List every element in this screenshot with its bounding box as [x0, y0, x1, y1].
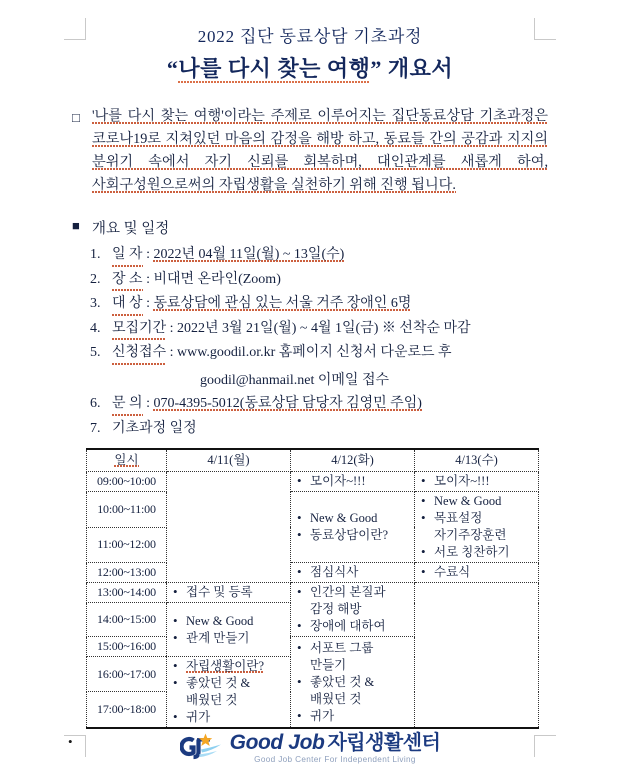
cell-day2-0900: • 모이자~!!!	[291, 472, 415, 492]
list-item-value: www.goodil.or.kr 홈페이지 신청서 다운로드 후	[177, 345, 452, 360]
cell-day3-1200: • 수료식	[415, 563, 539, 583]
list-item-number: 5.	[90, 345, 101, 360]
list-item-separator: :	[169, 345, 174, 360]
cell-day1-1600-1800: • 자립생활이란? • 좋았던 것 & 배웠던 것 • 귀가	[167, 657, 291, 729]
list-item-separator: :	[146, 296, 150, 311]
list-item-number: 1.	[90, 247, 101, 262]
square-bullet-icon: ■	[72, 218, 80, 233]
list-item	[72, 293, 548, 317]
cell-day3-1000-1200: • New & Good • 목표설정 자기주장훈련 • 서로 칭찬하기	[415, 492, 539, 563]
time-label: 09:00~10:00	[87, 472, 167, 492]
cell-day3-0900: • 모이자~!!!	[415, 472, 539, 492]
table-row	[87, 563, 539, 583]
list-item-separator: :	[146, 247, 150, 262]
overview-heading	[72, 217, 548, 238]
list-item-number: 7.	[90, 420, 101, 436]
cell-day3-afternoon	[415, 583, 539, 729]
overview-list-continued	[72, 393, 548, 440]
table-row	[87, 583, 539, 603]
document-subtitle: 2022 집단 동료상담 기초과정	[197, 27, 423, 46]
list-item-separator: :	[146, 271, 150, 287]
logo-wordmark	[230, 732, 441, 764]
logo-wordmark-main	[230, 732, 441, 753]
list-item-value: 070-4395-5012(동료상담 담당자 김영민 주임)	[153, 396, 422, 411]
footer-logo	[0, 732, 620, 764]
intro-text: '나를 다시 찾는 여행'이라는 주제로 이루어지는 집단동료상담 기초과정은 코로나19로 지쳐있던 마음의 감정을 해방 하고, 동료들 간의 공감과 지지의 분위기 속에서 자기 신뢰를 회복하며, 대인관계를 새롭게 하여, 사회구성원으로써의 자립생활을 실천하기 위해 진행 됩니다.	[92, 108, 548, 193]
table-row	[87, 492, 539, 528]
list-item-label: 기초과정 일정	[112, 420, 197, 436]
application-email-line: goodil@hanmail.net 이메일 접수	[200, 372, 389, 388]
list-item	[72, 269, 548, 293]
time-label: 16:00~17:00	[87, 657, 167, 692]
list-item-label: 신청접수	[112, 342, 166, 366]
table-row	[87, 472, 539, 492]
list-item	[72, 393, 548, 417]
list-item-value: 2022년 3월 21일(월) ~ 4월 1일(금) ※ 선착순 마감	[177, 320, 471, 336]
cell-day2-1200: • 점심식사	[291, 563, 415, 583]
column-header-day2: 4/12(화)	[291, 449, 415, 472]
logo-brand-en: Good Job	[229, 731, 325, 754]
list-item-label: 모집기간	[112, 318, 166, 342]
time-label: 13:00~14:00	[87, 583, 167, 603]
cell-day2-1500-1800: • 서포트 그룹 만들기 • 좋았던 것 & 배웠던 것 • 귀가	[291, 637, 415, 729]
time-label: 15:00~16:00	[87, 637, 167, 657]
list-item	[72, 342, 548, 366]
list-item-label: 대 상	[112, 293, 143, 317]
goodjob-logo	[180, 732, 441, 764]
title-tail: 개요서	[381, 56, 454, 81]
list-item	[72, 418, 548, 441]
cell-day1-1400-1600: • New & Good • 관계 만들기	[167, 603, 291, 657]
logo-tagline: Good Job Center For Independent Living	[254, 755, 416, 764]
logo-brand-kr: 자립생활센터	[327, 732, 441, 754]
column-header-datetime: 일시	[87, 449, 167, 472]
cell-day1-1300: • 접수 및 등록	[167, 583, 291, 603]
list-item-label: 일 자	[112, 244, 143, 268]
list-item-number: 3.	[90, 296, 101, 311]
list-item-label: 장 소	[112, 269, 143, 293]
schedule-table	[86, 448, 539, 729]
time-label: 10:00~11:00	[87, 492, 167, 528]
schedule-table-wrapper	[72, 448, 548, 729]
list-item	[72, 318, 548, 342]
list-item	[72, 244, 548, 268]
time-label: 12:00~13:00	[87, 563, 167, 583]
column-header-day1: 4/11(월)	[167, 449, 291, 472]
column-header-day3: 4/13(수)	[415, 449, 539, 472]
list-item-number: 2.	[90, 271, 101, 287]
list-item-value: 동료상담에 관심 있는 서울 거주 장애인 6명	[153, 296, 412, 311]
time-label: 17:00~18:00	[87, 692, 167, 728]
list-item-label: 문 의	[112, 393, 143, 417]
intro-paragraph	[72, 105, 548, 197]
list-item-value: 비대면 온라인(Zoom)	[153, 271, 281, 287]
table-header-row	[87, 449, 539, 472]
overview-heading-label: 개요 및 일정	[92, 221, 170, 237]
cell-day2-1300-1500: • 인간의 본질과 감정 해방 • 장애에 대하여	[291, 583, 415, 637]
title-emphasis: 나를 다시 찾는 여행	[178, 56, 370, 84]
time-label: 14:00~15:00	[87, 603, 167, 637]
list-item-number: 4.	[90, 320, 101, 336]
document-content	[72, 22, 548, 729]
open-quote: “	[166, 56, 179, 81]
list-item-value: 2022년 04월 11일(월) ~ 13일(수)	[153, 247, 345, 262]
list-item-number: 6.	[90, 396, 101, 411]
page-title	[72, 52, 548, 83]
time-label: 11:00~12:00	[87, 527, 167, 563]
close-quote: ”	[370, 56, 382, 81]
cell-day1-morning	[167, 472, 291, 583]
gj-logo-mark-icon	[180, 732, 224, 764]
list-item-separator: :	[169, 320, 174, 336]
list-item-separator: :	[146, 396, 150, 411]
cell-day2-1000-1200: • New & Good • 동료상담이란?	[291, 492, 415, 563]
overview-list	[72, 244, 548, 366]
square-bullet-icon: □	[72, 110, 80, 125]
